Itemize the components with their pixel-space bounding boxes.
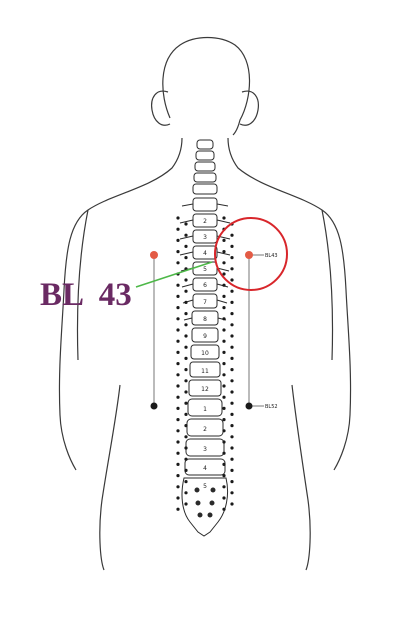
- acupoint-dot: [230, 334, 233, 337]
- acupoint-dot: [230, 357, 233, 360]
- acupoint-dot: [184, 402, 187, 405]
- vertebra-number: 2: [203, 426, 207, 433]
- vertebra-number: 3: [203, 446, 207, 453]
- vertebra-number: 7: [203, 299, 207, 306]
- acupoint-dot: [176, 250, 179, 253]
- acupoint-dot: [176, 463, 179, 466]
- sacral-foramen: [198, 513, 202, 517]
- acupoint-dot: [222, 474, 225, 477]
- acupoint-dot: [230, 312, 233, 315]
- acupoint-dot: [184, 469, 187, 472]
- acupoint-dot: [184, 480, 187, 483]
- acupoint-dot: [222, 384, 225, 387]
- cervical-vertebra: [197, 140, 213, 149]
- vertebra-number: 3: [203, 234, 207, 241]
- acupoint-dot: [222, 452, 225, 455]
- acupoint-dot: [176, 407, 179, 410]
- acupoint-dot: [184, 379, 187, 382]
- acupoint-dot: [230, 346, 233, 349]
- vertebra-number: 4: [203, 465, 207, 472]
- acupoint-dot: [176, 228, 179, 231]
- head-outline: [163, 38, 250, 136]
- acupoint-dot: [184, 413, 187, 416]
- vertebra-number: 8: [203, 316, 207, 323]
- vertebra-number: 9: [203, 333, 207, 340]
- acupoint-dot: [222, 418, 225, 421]
- acupoint-dot: [184, 390, 187, 393]
- acupoint-dot: [222, 261, 225, 264]
- acupoint-dot: [222, 429, 225, 432]
- acupoint-dot: [222, 396, 225, 399]
- vertebra-number: 6: [203, 282, 207, 289]
- acupoint-dot: [230, 301, 233, 304]
- vertebra: [193, 198, 217, 211]
- acupoint-dot: [184, 222, 187, 225]
- acupoint-dot: [222, 328, 225, 331]
- vertebra-number: 5: [203, 266, 207, 273]
- cervical-vertebra: [195, 162, 215, 171]
- acupoint-dot: [176, 496, 179, 499]
- acupoint-dot: [184, 334, 187, 337]
- acupoint-dot: [176, 284, 179, 287]
- acupoint-dot: [184, 234, 187, 237]
- acupoint-dot: [222, 239, 225, 242]
- sacral-foramen: [196, 501, 200, 505]
- acupoint-dot: [184, 312, 187, 315]
- acupoint-dot: [222, 306, 225, 309]
- acupoint-dot: [230, 480, 233, 483]
- acupoint-dot: [176, 351, 179, 354]
- vertebra-number: 12: [201, 386, 209, 393]
- acupoint-dot: [222, 407, 225, 410]
- acupoint-dot: [184, 290, 187, 293]
- cervical-vertebra: [193, 184, 217, 194]
- acupoint-dot: [184, 458, 187, 461]
- acupoint-dot: [230, 323, 233, 326]
- acupoint-dot: [230, 402, 233, 405]
- acupoint-dot: [176, 440, 179, 443]
- acupoint-dot: [184, 245, 187, 248]
- acupoint-dot: [176, 261, 179, 264]
- acupoint-dot: [230, 458, 233, 461]
- acupoint-dot: [176, 508, 179, 511]
- vertebra-number: 11: [201, 368, 209, 375]
- left-bl52-acupoint: [151, 403, 158, 410]
- acupoint-dot: [176, 216, 179, 219]
- acupoint-dot: [230, 245, 233, 248]
- acupoint-dot: [230, 390, 233, 393]
- acupoint-dot: [230, 256, 233, 259]
- acupoint-dot: [230, 368, 233, 371]
- vertebra-number: 4: [203, 250, 207, 257]
- sacral-foramen: [208, 513, 212, 517]
- acupoint-dot: [176, 396, 179, 399]
- acupoint-dot: [222, 351, 225, 354]
- acupoint-dot: [176, 452, 179, 455]
- acupoint-dot: [184, 446, 187, 449]
- acupoint-dot: [222, 340, 225, 343]
- vertebra-number: 2: [203, 218, 207, 225]
- cervical-vertebra: [196, 151, 214, 160]
- acupoint-dot: [184, 346, 187, 349]
- acupoint-dot: [176, 317, 179, 320]
- acupoint-dot: [184, 256, 187, 259]
- acupoint-dot: [230, 446, 233, 449]
- acupoint-dot: [222, 496, 225, 499]
- acupoint-dot: [184, 323, 187, 326]
- acupoint-dot: [222, 463, 225, 466]
- acupoint-dot: [222, 362, 225, 365]
- acupoint-dot: [184, 435, 187, 438]
- acupoint-dot: [230, 267, 233, 270]
- acupoint-dot: [184, 301, 187, 304]
- acupoint-dot: [184, 502, 187, 505]
- acupoint-dot: [176, 373, 179, 376]
- acupoint-dot: [230, 502, 233, 505]
- main-point-label: BL 43: [40, 277, 132, 313]
- left-waist-outline: [100, 385, 120, 570]
- acupoint-dot: [176, 429, 179, 432]
- sacral-foramen: [211, 488, 215, 492]
- left-ear-outline: [152, 91, 170, 125]
- acupoint-dot: [230, 290, 233, 293]
- acupoint-dot: [176, 362, 179, 365]
- bl43-small-label: BL43: [265, 253, 278, 259]
- acupoint-dot: [184, 368, 187, 371]
- acupoint-dot: [184, 424, 187, 427]
- acupoint-dot: [230, 278, 233, 281]
- right-ear-outline: [240, 91, 258, 125]
- cervical-vertebra: [194, 173, 216, 182]
- right-bl52-acupoint: [246, 403, 253, 410]
- acupoint-dot: [222, 284, 225, 287]
- acupoint-dot: [176, 328, 179, 331]
- acupoint-dot: [222, 216, 225, 219]
- acupoint-dot: [230, 424, 233, 427]
- sacral-foramen: [210, 501, 214, 505]
- acupoint-dot: [222, 250, 225, 253]
- acupoint-dot: [176, 418, 179, 421]
- acupoint-dot: [176, 340, 179, 343]
- acupoint-dot: [230, 413, 233, 416]
- right-arm-line: [322, 210, 333, 360]
- acupoint-dot: [184, 357, 187, 360]
- right-waist-outline: [292, 385, 310, 570]
- acupoint-dot: [184, 491, 187, 494]
- acupoint-dot: [184, 278, 187, 281]
- acupoint-dot: [222, 317, 225, 320]
- acupoint-dot: [222, 373, 225, 376]
- acupoint-dot: [230, 491, 233, 494]
- acupoint-dot: [176, 239, 179, 242]
- acupoint-dot: [176, 306, 179, 309]
- vertebra-number: 10: [201, 350, 209, 357]
- acupoint-dot: [176, 384, 179, 387]
- right-bl43-acupoint: [245, 251, 253, 259]
- acupoint-dot: [230, 379, 233, 382]
- acupoint-dot: [176, 474, 179, 477]
- vertebra-number: 1: [203, 406, 207, 413]
- acupoint-dot: [222, 295, 225, 298]
- acupoint-dot: [222, 508, 225, 511]
- bl52-small-label: BL52: [265, 404, 278, 410]
- acupoint-dot: [230, 234, 233, 237]
- acupoint-dot: [230, 469, 233, 472]
- acupoint-dot: [176, 295, 179, 298]
- acupoint-dot: [222, 485, 225, 488]
- sacral-foramen: [195, 488, 199, 492]
- vertebra-number: 5: [203, 483, 207, 490]
- left-bl43-acupoint: [150, 251, 158, 259]
- acupoint-dot: [230, 435, 233, 438]
- acupoint-dot: [222, 440, 225, 443]
- acupoint-dot: [176, 485, 179, 488]
